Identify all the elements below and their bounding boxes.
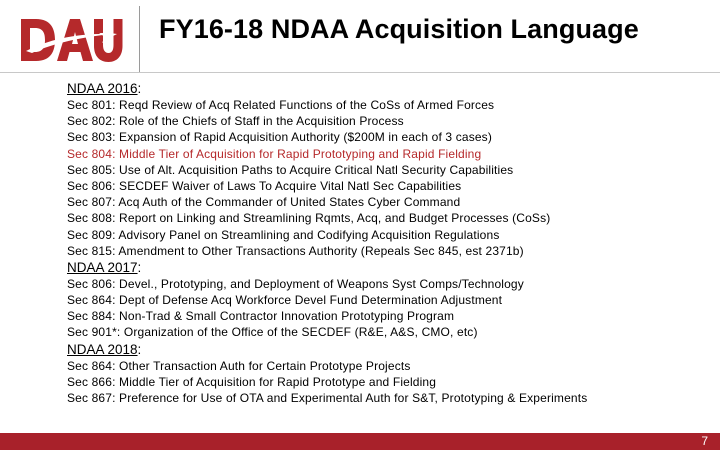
logo-letter-d-shape [21,19,55,61]
section-list-item: Sec 867: Preference for Use of OTA and Experimental Auth for S&T, Prototyping & Experiments [67,391,588,405]
ndaa-section-list [67,81,707,406]
section-heading-suffix: : [137,259,142,275]
page-number: 7 [701,434,708,448]
section-list-item: Sec 807: Acq Auth of the Commander of United States Cyber Command [67,195,461,210]
section-list-item: Sec 809: Advisory Panel on Streamlining and Codifying Acquisition Regulations [67,227,500,242]
section-heading [67,342,707,358]
section-list-item: Sec 815: Amendment to Other Transactions Authority (Repeals Sec 845, est 2371b) [67,243,524,258]
header-vertical-divider [139,6,140,72]
section-list-item: Sec 804: Middle Tier of Acquisition for Rapid Prototyping and Rapid Fielding [67,146,482,161]
section-heading-suffix: : [137,341,142,357]
logo-letter-u-shape [94,19,123,62]
section-list-item: Sec 801: Reqd Review of Acq Related Functions of the CoSs of Armed Forces [67,98,495,112]
section-list-item: Sec 884: Non-Trad & Small Contractor Innovation Prototyping Program [67,309,455,324]
header-horizontal-divider [0,72,720,73]
footer-bar [0,433,720,450]
section-list-item: Sec 803: Expansion of Rapid Acquisition Authority ($200M in each of 3 cases) [67,130,492,145]
section-list-item: Sec 866: Middle Tier of Acquisition for Rapid Prototype and Fielding [67,374,437,389]
section-list-item: Sec 806: Devel., Prototyping, and Deployment of Weapons Syst Comps/Technology [67,276,524,291]
section-list-item: Sec 864: Other Transaction Auth for Certain Prototype Projects [67,358,411,373]
section-list-item: Sec 901*: Organization of the Office of the SECDEF (R&E, A&S, CMO, etc) [67,325,478,340]
section-heading-label: NDAA 2017 [67,259,138,275]
section-heading-label: NDAA 2018 [67,341,138,357]
section-heading [67,81,707,97]
section-heading-label: NDAA 2016 [67,81,138,96]
section-heading-suffix: : [137,81,142,96]
dau-logo [20,17,123,63]
page-title: FY16-18 NDAA Acquisition Language [159,14,639,44]
section-list-item: Sec 806: SECDEF Waiver of Laws To Acquire Vital Natl Sec Capabilities [67,178,462,193]
section-list-item: Sec 802: Role of the Chiefs of Staff in the Acquisition Process [67,114,404,129]
section-list-item: Sec 808: Report on Linking and Streamlining Rqmts, Acq, and Budget Processes (CoSs) [67,211,551,226]
section-list-item: Sec 864: Dept of Defense Acq Workforce Devel Fund Determination Adjustment [67,293,503,308]
section-list-item: Sec 805: Use of Alt. Acquisition Paths to Acquire Critical Natl Security Capabilities [67,162,514,177]
section-heading [67,260,707,276]
